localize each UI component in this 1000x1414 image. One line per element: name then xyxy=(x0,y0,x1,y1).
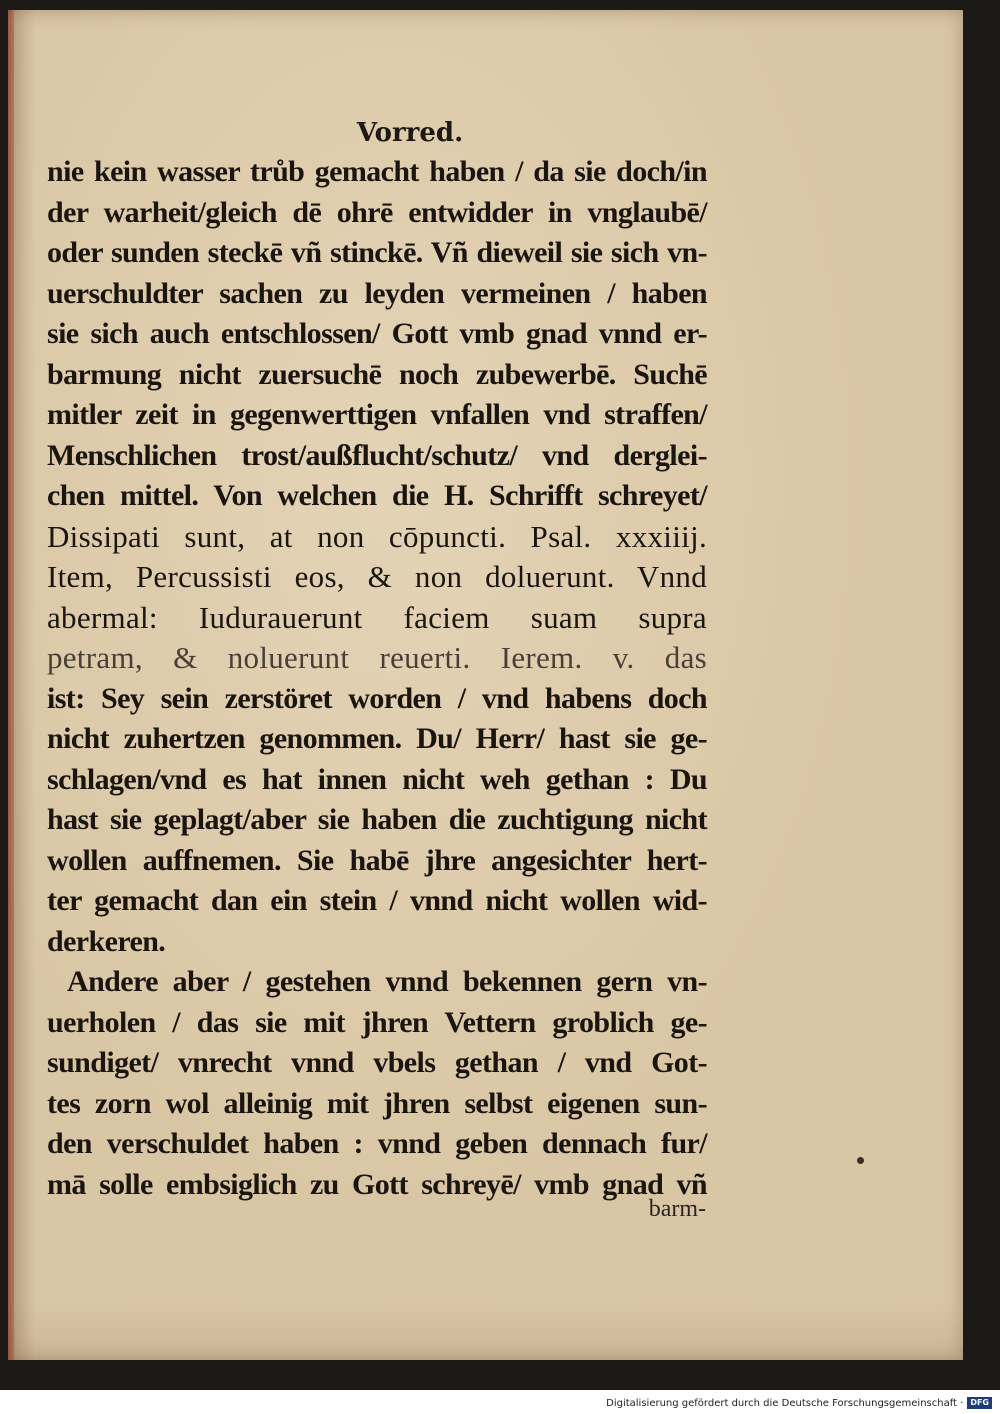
page-binding-edge xyxy=(8,10,14,1360)
text-line: oder sunden steckē vñ stinckē. Vñ dieweil sie sich vn- xyxy=(47,236,707,269)
digitization-credit xyxy=(606,1397,992,1409)
text-line: abermal: Iudurauerunt faciem suam supra xyxy=(47,599,707,635)
ink-spot xyxy=(857,1157,864,1164)
text-line: ist: Sey sein zerstöret worden / vnd habens doch xyxy=(47,681,707,715)
text-line: Dissipati sunt, at non cōpuncti. Psal. xxxiiij. xyxy=(47,518,707,554)
text-line: petram, & noluerunt reuerti. Ierem. v. das xyxy=(47,640,707,675)
text-line: mā solle embsiglich zu Gott schreyē/ vmb gnad vñ xyxy=(47,1167,707,1201)
text-line: Item, Percussisti eos, & non doluerunt. Vnnd xyxy=(47,559,707,594)
text-line: schlagen/vnd es hat innen nicht weh gethan : Du xyxy=(47,762,707,796)
text-line: Menschlichen trost/außflucht/schutz/ vnd derglei- xyxy=(47,438,707,472)
text-line: uerschuldter sachen zu leyden vermeinen / haben xyxy=(47,276,707,310)
text-line: mitler zeit in gegenwerttigen vnfallen vnd straffen/ xyxy=(47,398,707,431)
page-body-text xyxy=(47,152,707,1205)
text-line: ter gemacht dan ein stein / vnnd nicht wollen wid- xyxy=(47,884,707,917)
text-line: tes zorn wol alleinig mit jhren selbst eigenen sun- xyxy=(47,1086,707,1120)
text-line: Andere aber / gestehen vnnd bekennen gern vn- xyxy=(67,965,707,998)
text-line: nicht zuhertzen genommen. Du/ Herr/ hast sie ge- xyxy=(47,722,707,755)
dfg-logo: DFG xyxy=(967,1397,992,1409)
running-header: Vorred. xyxy=(356,118,464,148)
text-line: hast sie geplagt/aber sie haben die zuchtigung nicht xyxy=(47,803,707,836)
text-line: uerholen / das sie mit jhren Vettern groblich ge- xyxy=(47,1005,707,1039)
text-line: barmung nicht zuersuchē noch zubewerbē. Suchē xyxy=(47,357,707,391)
text-line: den verschuldet haben : vnnd geben dennach fur/ xyxy=(47,1127,707,1160)
text-line: wollen auffnemen. Sie habē jhre angesichter hert- xyxy=(47,843,707,877)
text-line: derkeren. xyxy=(47,924,166,958)
credit-text: Digitalisierung gefördert durch die Deutsche Forschungsgemeinschaft · xyxy=(606,1397,964,1409)
catchword: barm- xyxy=(648,1196,706,1222)
text-line: sie sich auch entschlossen/ Gott vmb gnad vnnd er- xyxy=(47,317,707,350)
text-line: chen mittel. Von welchen die H. Schrifft schreyet/ xyxy=(47,479,707,512)
text-line: sundiget/ vnrecht vnnd vbels gethan / vnd Got- xyxy=(47,1046,707,1079)
text-line: der warheit/gleich dē ohrē entwidder in vnglaubē/ xyxy=(47,195,707,229)
text-line: nie kein wasser trůb gemacht haben / da sie doch/in xyxy=(47,155,707,188)
